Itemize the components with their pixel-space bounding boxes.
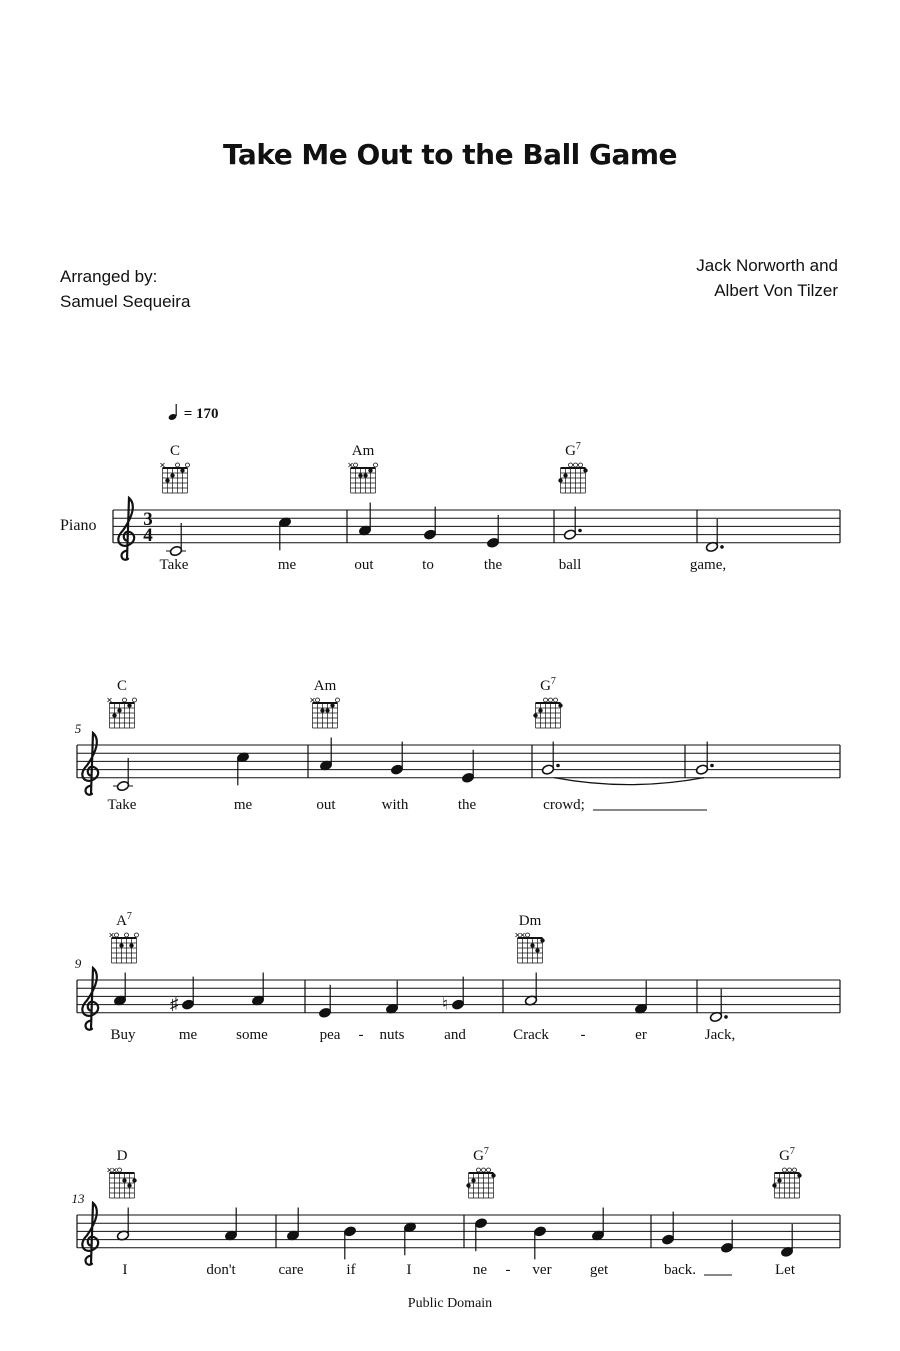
lyric-syllable: Take — [107, 797, 137, 813]
lyric-syllable: if — [346, 1262, 356, 1278]
time-signature-top: 3 — [143, 509, 153, 530]
note — [385, 981, 398, 1015]
lyric-syllable: game, — [689, 557, 727, 573]
treble-clef-icon — [82, 1203, 98, 1265]
lyric-syllable: ne — [472, 1262, 488, 1278]
lyric-syllable: crowd; — [543, 797, 585, 813]
lyric-syllable: with — [381, 797, 409, 813]
note — [319, 738, 332, 772]
lyric-syllable: get — [589, 1262, 609, 1278]
chord-diagram-a7 — [110, 933, 139, 963]
note — [709, 989, 727, 1023]
lyric-syllable: Buy — [110, 1027, 136, 1043]
instrument-label: Piano — [60, 517, 97, 534]
lyric-syllable: don't — [206, 1262, 236, 1278]
note — [286, 1208, 299, 1242]
note — [695, 742, 713, 776]
note — [634, 981, 647, 1015]
composer-line-1: Jack Norworth and — [696, 256, 838, 275]
chord-diagram-g7 — [772, 1168, 801, 1198]
lyric-syllable: the — [483, 557, 503, 573]
note — [278, 517, 291, 551]
lyric-syllable: me — [233, 797, 253, 813]
lyric-syllable: ball — [558, 557, 582, 573]
note — [318, 985, 331, 1019]
chord-diagram-c — [161, 463, 190, 493]
lyric-syllable: out — [316, 797, 336, 813]
lyric-syllable: Jack, — [704, 1027, 736, 1043]
treble-clef-icon — [82, 733, 98, 795]
natural-icon: ♮ — [442, 994, 449, 1014]
note — [166, 523, 186, 557]
chord-symbol: Dm — [518, 913, 542, 929]
note — [236, 752, 249, 786]
lyric-syllable: out — [354, 557, 374, 573]
composer-line-2: Albert Von Tilzer — [714, 281, 838, 300]
lyric-syllable: Crack — [513, 1027, 549, 1043]
chord-symbol: $G^7$ — [473, 1146, 489, 1164]
lyric-syllable: er — [635, 1027, 647, 1043]
treble-clef-icon — [82, 968, 98, 1030]
measure-number: 5 — [74, 721, 82, 736]
note — [113, 758, 133, 792]
note — [474, 1218, 487, 1252]
lyric-syllable: - — [505, 1262, 511, 1278]
arranger-name: Samuel Sequeira — [60, 292, 191, 311]
note — [461, 750, 474, 784]
chord-symbol: C — [116, 678, 128, 694]
chord-symbol: $G^7$ — [540, 676, 556, 694]
time-signature-bottom: 4 — [143, 525, 153, 546]
note — [563, 507, 581, 541]
lyric-syllable: me — [277, 557, 297, 573]
measure-number: 9 — [74, 956, 82, 971]
note — [343, 1226, 356, 1260]
staff-system — [77, 745, 840, 778]
note — [661, 1212, 674, 1246]
note — [390, 742, 403, 776]
chord-symbol: C — [169, 443, 181, 459]
staff-system — [77, 1215, 840, 1248]
note — [780, 1224, 793, 1258]
measure-number: 13 — [71, 1191, 85, 1206]
lyric-syllable: some — [236, 1027, 268, 1043]
chord-diagram-g7 — [533, 698, 562, 728]
note — [451, 977, 464, 1011]
note — [358, 503, 371, 537]
chord-diagram-am — [349, 463, 378, 493]
note — [423, 507, 436, 541]
lyric-syllable: I — [122, 1262, 128, 1278]
copyright-footer: Public Domain — [407, 1296, 493, 1311]
chord-symbol: D — [116, 1148, 128, 1164]
chord-diagram-dm — [516, 933, 545, 963]
note — [720, 1220, 733, 1254]
lyric-syllable: pea — [319, 1027, 341, 1043]
lyric-syllable: - — [358, 1027, 364, 1043]
tie — [554, 778, 704, 785]
note — [403, 1222, 416, 1256]
note — [705, 519, 723, 553]
note — [486, 515, 499, 549]
lyric-syllable: back. — [663, 1262, 697, 1278]
chord-diagram-g7 — [466, 1168, 495, 1198]
chord-diagram-c — [108, 698, 137, 728]
note — [224, 1208, 237, 1242]
chord-symbol: Am — [313, 678, 337, 694]
lyric-syllable: Take — [159, 557, 189, 573]
lyric-syllable: Let — [775, 1262, 795, 1278]
chord-symbol: $G^7$ — [565, 441, 581, 459]
treble-clef-icon — [118, 498, 134, 560]
chord-diagram-g7 — [558, 463, 587, 493]
sharp-icon: ♯ — [170, 994, 179, 1014]
lyric-syllable: me — [178, 1027, 198, 1043]
lyric-syllable: - — [580, 1027, 586, 1043]
note — [251, 973, 264, 1007]
note — [181, 977, 194, 1011]
lyric-syllable: to — [422, 557, 434, 573]
note — [113, 973, 126, 1007]
chord-symbol: Am — [351, 443, 375, 459]
chord-diagram-am — [311, 698, 340, 728]
lyric-syllable: the — [457, 797, 477, 813]
lyric-syllable: care — [278, 1262, 304, 1278]
chord-symbol: $A^7$ — [116, 911, 132, 929]
lyric-syllable: ver — [532, 1262, 552, 1278]
chord-diagram-d — [108, 1168, 137, 1198]
note — [116, 1208, 129, 1242]
note — [524, 973, 537, 1007]
lyric-syllable: I — [406, 1262, 412, 1278]
staff-system — [113, 510, 840, 543]
lyric-syllable: and — [444, 1027, 466, 1043]
note — [533, 1226, 546, 1260]
chord-symbol: $G^7$ — [779, 1146, 795, 1164]
arranger-label: Arranged by: — [60, 267, 158, 286]
lyric-syllable: nuts — [379, 1027, 405, 1043]
page-title: Take Me Out to the Ball Game — [222, 138, 678, 171]
tempo-value: = 170 — [183, 406, 219, 422]
note — [541, 742, 559, 776]
note — [591, 1208, 604, 1242]
